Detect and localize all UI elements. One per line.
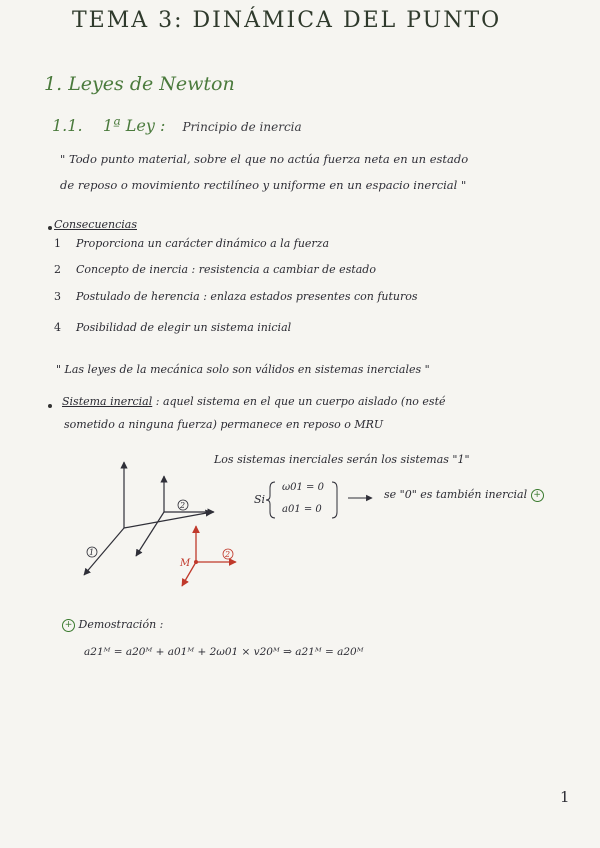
- item-text: Concepto de inercia : resistencia a cambiar de estado: [76, 263, 376, 276]
- demo-heading: [62, 618, 163, 632]
- consequences-label: Consecuencias: [54, 218, 137, 231]
- plus-circle-icon: +: [62, 619, 75, 632]
- law-name: Principio de inercia: [182, 120, 302, 134]
- frame-1-label: 1: [89, 548, 95, 557]
- point-m-label: M: [180, 558, 191, 569]
- section-number: 1.: [44, 73, 63, 95]
- demo-equation: a21ᴹ = a20ᴹ + a01ᴹ + 2ω01 × v20ᴹ ⇒ a21ᴹ = a20ᴹ: [84, 646, 364, 658]
- inertial-conclusion: [384, 488, 544, 502]
- page-number: 1: [560, 788, 570, 806]
- condition-accel: a01 = 0: [282, 504, 322, 515]
- diagram-caption: Los sistemas inerciales serán los sistemas "1": [214, 453, 470, 466]
- section-label: Leyes de Newton: [68, 73, 235, 95]
- demo-label: Demostración :: [78, 618, 164, 631]
- item-number: 4: [54, 321, 61, 334]
- item-text: Posibilidad de elegir un sistema inicial: [76, 321, 292, 334]
- item-text: Postulado de herencia : enlaza estados presentes con futuros: [76, 290, 418, 303]
- frame-2-label-red: 2: [225, 550, 231, 559]
- law-label: 1ª Ley :: [102, 116, 166, 135]
- inertial-label: Sistema inercial: [62, 395, 153, 408]
- item-number: 2: [54, 263, 61, 276]
- laws-note: " Las leyes de la mecánica solo son válidos en sistemas inerciales ": [56, 363, 430, 376]
- subsection-number: 1.1.: [52, 116, 83, 135]
- page-title: TEMA 3: DINÁMICA DEL PUNTO: [72, 8, 502, 33]
- quote-line-1: " Todo punto material, sobre el que no actúa fuerza neta en un estado: [60, 152, 469, 166]
- frame-2-label-top: 2: [180, 501, 186, 510]
- inertial-definition: : aquel sistema en el que un cuerpo aislado (no esté: [155, 395, 446, 408]
- conclusion-text: se "0" es también inercial: [384, 488, 528, 501]
- item-text: Proporciona un carácter dinámico a la fuerza: [76, 237, 330, 250]
- frame-1-axes: [84, 462, 212, 575]
- item-number: 3: [54, 290, 61, 303]
- inertial-line-2: sometido a ninguna fuerza) permanece en reposo o MRU: [64, 418, 384, 431]
- frame-0-axes: [136, 476, 214, 556]
- quote-line-2: de reposo o movimiento rectilíneo y uniforme en un espacio inercial ": [60, 178, 467, 192]
- plus-circle-icon: +: [531, 489, 544, 502]
- si-label: Si: [254, 493, 266, 506]
- condition-omega: ω01 = 0: [282, 482, 324, 493]
- item-number: 1: [54, 237, 61, 250]
